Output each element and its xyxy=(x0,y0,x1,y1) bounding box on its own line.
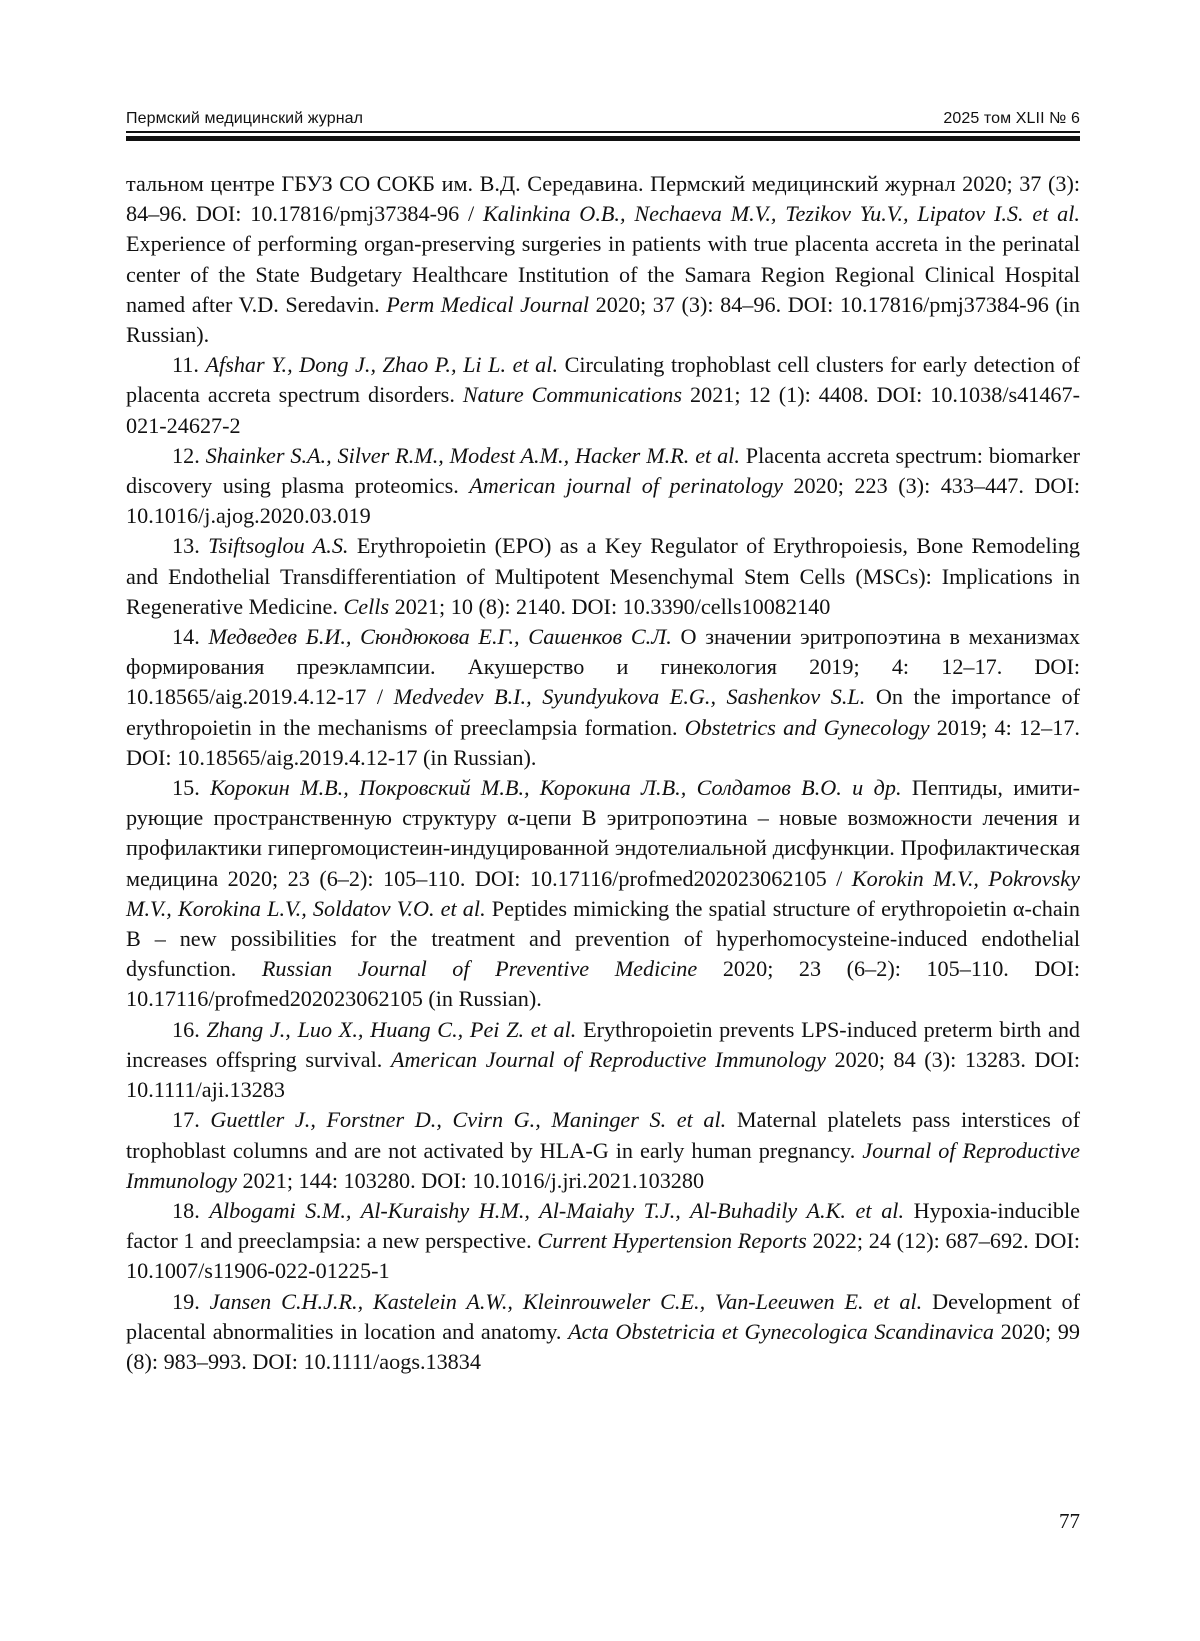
reference-italic-text: Acta Obstetricia et Gynecologica Scandinavica xyxy=(568,1318,994,1344)
reference-text: тальном центре ГБУЗ СО СОКБ им. В.Д. Середавина. Пермский медицинский журнал 2020; 37 (3): 84–96. DOI: 10.17816/pmj37384-96 / xyxy=(126,171,1080,227)
page-number: 77 xyxy=(1059,1509,1080,1533)
reference-italic-text: American journal of perinatology xyxy=(469,473,783,499)
reference-entry xyxy=(126,1015,1080,1106)
reference-entry xyxy=(126,622,1080,773)
reference-text: 2019; 4: 12–17. DOI: 10.18565/aig.2019.4.12-17 (in Russian). xyxy=(126,714,1080,770)
reference-text: 2022; 24 (12): 687–692. DOI: 10.1007/s11906-022-01225-1 xyxy=(126,1228,1080,1284)
reference-entry xyxy=(126,1287,1080,1378)
reference-italic-text: Jansen C.H.J.R., Kastelein A.W., Kleinrouweler C.E., Van-Leeuwen E. et al. xyxy=(209,1288,923,1314)
reference-italic-text: Shainker S.A., Silver R.M., Modest A.M., Hacker M.R. et al. xyxy=(205,442,740,468)
reference-italic-text: Obstetrics and Gynecology xyxy=(684,714,930,740)
reference-text: 2021; 12 (1): 4408. DOI: 10.1038/s41467-021-24627-2 xyxy=(126,382,1080,438)
reference-entry xyxy=(126,1105,1080,1196)
reference-italic-text: Medvedev B.I., Syundyukova E.G., Sashenkov S.L. xyxy=(393,684,866,710)
reference-italic-text: Zhang J., Luo X., Huang C., Pei Z. et al. xyxy=(206,1016,577,1042)
reference-italic-text: Korokin M.V., Pokrovsky M.V., Korokina L.V., Soldatov V.O. et al. xyxy=(126,865,1081,921)
reference-number: 17. xyxy=(172,1107,211,1133)
journal-title: Пермский медицинский журнал xyxy=(126,110,364,127)
reference-text: Hypoxia-inducible factor 1 and preeclampsia: a new perspective. xyxy=(126,1197,1081,1254)
reference-text: О значении эритропоэтина в механизмах формирования преэклампсии. Акушерство и гинекология 2019; 4: 12–17. DOI: 10.18565/aig.2019.4.12-17 / xyxy=(126,624,1080,710)
reference-text: 2020; 23 (6–2): 105–110. DOI: 10.17116/profmed202023062105 (in Russian). xyxy=(126,956,1080,1012)
reference-italic-text: Kalinkina O.B., Nechaeva M.V., Tezikov Yu.V., Lipatov I.S. et al. xyxy=(482,201,1080,227)
reference-italic-text: Russian Journal of Preventive Medicine xyxy=(261,956,698,982)
header-rule-thick xyxy=(126,136,1080,141)
reference-italic-text: Медведев Б.И., Сюндюкова Е.Г., Сашенков С.Л. xyxy=(208,624,672,650)
reference-text: Placenta accreta spectrum: biomarker discovery using plasma proteomics. xyxy=(126,442,1080,499)
issue-info: 2025 том XLII № 6 xyxy=(943,110,1080,127)
reference-entry xyxy=(126,350,1080,441)
reference-entry xyxy=(126,1196,1080,1287)
reference-italic-text: Guettler J., Forstner D., Cvirn G., Maninger S. et al. xyxy=(210,1107,727,1133)
reference-entry xyxy=(126,169,1080,350)
reference-italic-text: Journal of Reproductive Immunology xyxy=(126,1137,1080,1193)
reference-italic-text: Tsiftsoglou A.S. xyxy=(208,533,349,559)
reference-italic-text: Nature Communications xyxy=(462,382,683,408)
reference-text: Maternal platelets pass interstices of trophoblast columns and are not activated by HLA-G in early human pregnancy. xyxy=(126,1107,1080,1163)
reference-entry xyxy=(126,441,1080,532)
reference-entry xyxy=(126,531,1080,622)
reference-list xyxy=(126,169,1080,1377)
reference-text: Circulating trophoblast cell clusters for early detection of placenta accreta spectrum disorders. xyxy=(126,352,1080,408)
reference-text: 2021; 144: 103280. DOI: 10.1016/j.jri.2021.103280 xyxy=(236,1167,705,1193)
reference-number: 14. xyxy=(172,624,209,650)
reference-italic-text: Albogami S.M., Al-Kuraishy H.M., Al-Maiahy T.J., Al-Buhadily A.K. et al. xyxy=(209,1197,905,1223)
reference-number: 15. xyxy=(172,775,211,801)
reference-text: 2021; 10 (8): 2140. DOI: 10.3390/cells10082140 xyxy=(389,593,831,619)
reference-number: 11. xyxy=(172,352,206,378)
reference-italic-text: Current Hypertension Reports xyxy=(537,1228,807,1254)
reference-text: 2020; 223 (3): 433–447. DOI: 10.1016/j.ajog.2020.03.019 xyxy=(126,473,1080,529)
header-rule-thin xyxy=(126,131,1080,133)
reference-number: 16. xyxy=(172,1016,207,1042)
reference-text: 2020; 84 (3): 13283. DOI: 10.1111/aji.13283 xyxy=(126,1046,1080,1103)
running-header xyxy=(126,104,1080,130)
reference-text: 2020; 99 (8): 983–993. DOI: 10.1111/aogs.13834 xyxy=(126,1318,1080,1374)
reference-text: Erythropoietin (EPO) as a Key Regulator of Erythropoiesis, Bone Remodeling and Endothelial Transdifferentiation of Multipotent Mesenchymal Stem Cells (MSCs): Implications in Regenerative Medicine. xyxy=(126,533,1081,619)
reference-italic-text: Afshar Y., Dong J., Zhao P., Li L. et al. xyxy=(205,352,558,378)
reference-text: Peptides mimicking the spatial structure of erythropoietin α-chain B – new possibilities for the treatment and prevention of hyperhomocysteine-induced endothelial dysfunction. xyxy=(126,895,1080,982)
reference-number: 19. xyxy=(172,1288,210,1314)
reference-number: 18. xyxy=(172,1197,210,1223)
reference-text: On the importance of erythropoietin in the mechanisms of preeclampsia formation. xyxy=(126,684,1080,740)
reference-text: Пептиды, имитирующие пространственную структуру α-цепи В эритропоэтина – новые возможности лечения и профилактики гипергомоцистеин-индуцированной эндотелиальной дисфункции. Профилактическая медицина 2020; 23 (6–2): 105–110. DOI: 10.17116/profmed202023062105 / xyxy=(126,775,1081,891)
reference-italic-text: Perm Medical Journal xyxy=(386,291,590,317)
reference-entry xyxy=(126,773,1080,1015)
reference-number: 12. xyxy=(172,442,206,468)
reference-text: Development of placental abnormalities in location and anatomy. xyxy=(126,1288,1081,1344)
reference-text: Erythropoietin prevents LPS-induced preterm birth and increases offspring survival. xyxy=(126,1016,1081,1072)
reference-italic-text: American Journal of Reproductive Immunology xyxy=(390,1046,826,1072)
reference-italic-text: Cells xyxy=(343,593,390,619)
reference-text: Experience of performing organ-preserving surgeries in patients with true placenta accreta in the perinatal center of the State Budgetary Healthcare Institution of the Samara Region Regional Clinical Hospital named after V.D. Seredavin. xyxy=(126,231,1080,317)
reference-italic-text: Корокин М.В., Покровский М.В., Корокина Л.В., Солдатов В.О. и др. xyxy=(210,775,902,801)
reference-number: 13. xyxy=(172,533,209,559)
reference-text: 2020; 37 (3): 84–96. DOI: 10.17816/pmj37384-96 (in Russian). xyxy=(126,291,1081,348)
